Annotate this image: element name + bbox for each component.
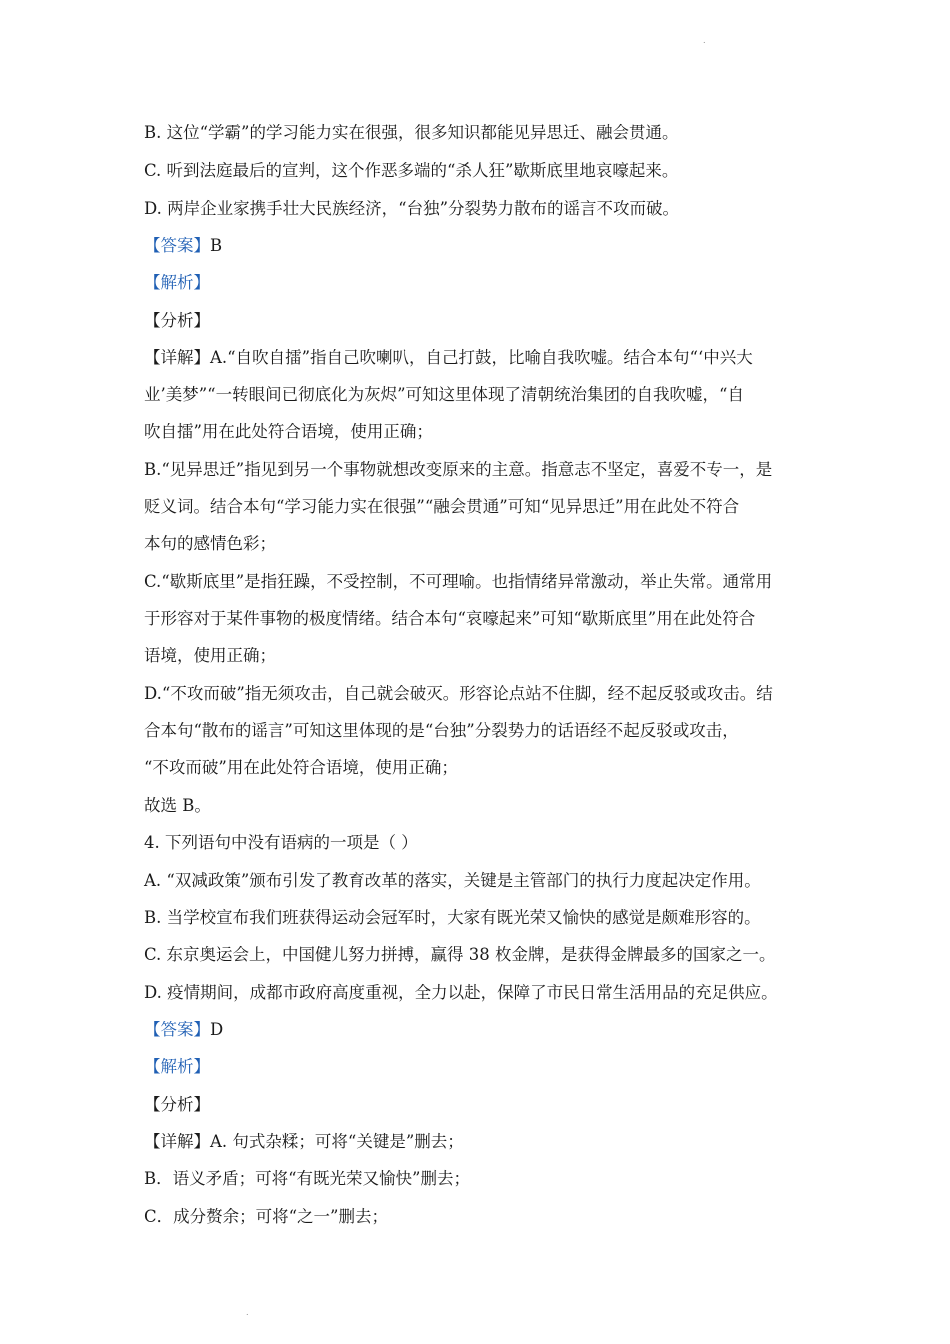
q3-detail-line-1: 【详解】A.“自吹自擂”指自己吹喇叭，自己打鼓，比喻自我吹嘘。结合本句“‘中兴大 (144, 348, 753, 367)
q3-answer-value: B (210, 236, 223, 255)
q3-option-b: B. 这位“学霸”的学习能力实在很强，很多知识都能见异思迁、融会贯通。 (144, 123, 679, 142)
q4-answer (144, 1019, 223, 1041)
q4-detail-label: 【详解】 (144, 1132, 210, 1151)
q4-option-c: C. 东京奥运会上，中国健儿努力拼搏，赢得 38 枚金牌，是获得金牌最多的国家之一。 (144, 945, 776, 964)
q3-detail-line-12: “不攻而破”用在此处符合语境，使用正确； (144, 758, 458, 777)
q3-answer (144, 235, 222, 257)
q3-detail-line-10: D.“不攻而破”指无须攻击，自己就会破灭。形容论点站不住脚，经不起反驳或攻击。结 (144, 684, 773, 703)
q3-detail-label: 【详解】 (144, 348, 210, 367)
q3-detail-line-2: 业’美梦”“一转眼间已彻底化为灰烬”可知这里体现了清朝统治集团的自我吹嘘，“自 (144, 385, 744, 404)
q3-detail-line-11: 合本句“散布的谣言”可知这里体现的是“台独”分裂势力的话语经不起反驳或攻击， (144, 721, 739, 740)
q4-stem: 4. 下列语句中没有语病的一项是（ ） (144, 833, 418, 852)
q3-detail-line-4: B.“见异思迁”指见到另一个事物就想改变原来的主意。指意志不坚定，喜爱不专一，是 (144, 460, 773, 479)
q4-answer-label: 【答案】 (144, 1020, 210, 1039)
q3-fenxi-label: 【分析】 (144, 311, 210, 330)
q3-option-c: C. 听到法庭最后的宣判，这个作恶多端的“杀人狂”歇斯底里地哀嚎起来。 (144, 161, 679, 180)
q4-fenxi-label: 【分析】 (144, 1095, 210, 1114)
q4-answer-value: D (210, 1020, 224, 1039)
q4-option-d: D. 疫情期间，成都市政府高度重视，全力以赴，保障了市民日常生活用品的充足供应。 (144, 983, 778, 1002)
header-mark: . (703, 36, 706, 45)
q3-answer-label: 【答案】 (144, 236, 210, 255)
q3-detail-line-7: C.“歇斯底里”是指狂躁，不受控制，不可理喻。也指情绪异常激动，举止失常。通常用 (144, 572, 773, 591)
q3-detail-line-6: 本句的感情色彩； (144, 534, 276, 553)
q4-option-b: B. 当学校宣布我们班获得运动会冠军时，大家有既光荣又愉快的感觉是颇难形容的。 (144, 908, 761, 927)
q4-option-a: A. “双减政策”颁布引发了教育改革的落实，关键是主管部门的执行力度起决定作用。 (144, 871, 761, 890)
q3-detail-line-5: 贬义词。结合本句“学习能力实在很强”“融会贯通”可知“见异思迁”用在此处不符合 (144, 497, 740, 516)
q3-detail-line-8: 于形容对于某件事物的极度情绪。结合本句“哀嚎起来”可知“歇斯底里”用在此处符合 (144, 609, 756, 628)
q3-detail-line-13: 故选 B。 (144, 796, 211, 815)
q4-detail-line-3: C．成分赘余；可将“之一”删去； (144, 1207, 388, 1226)
q3-detail-line-9: 语境，使用正确； (144, 646, 276, 665)
q4-detail-line-2: B．语义矛盾；可将“有既光荣又愉快”删去； (144, 1169, 470, 1188)
q3-detail-line-3: 吹自擂”用在此处符合语境，使用正确； (144, 422, 433, 441)
footer-mark: . (246, 1308, 249, 1317)
q4-detail-line-1: 【详解】A. 句式杂糅；可将“关键是”删去； (144, 1132, 464, 1151)
q4-jiexi-label: 【解析】 (144, 1057, 210, 1076)
q3-jiexi-label: 【解析】 (144, 273, 210, 292)
q3-option-d: D. 两岸企业家携手壮大民族经济，“台独”分裂势力散布的谣言不攻而破。 (144, 199, 680, 218)
